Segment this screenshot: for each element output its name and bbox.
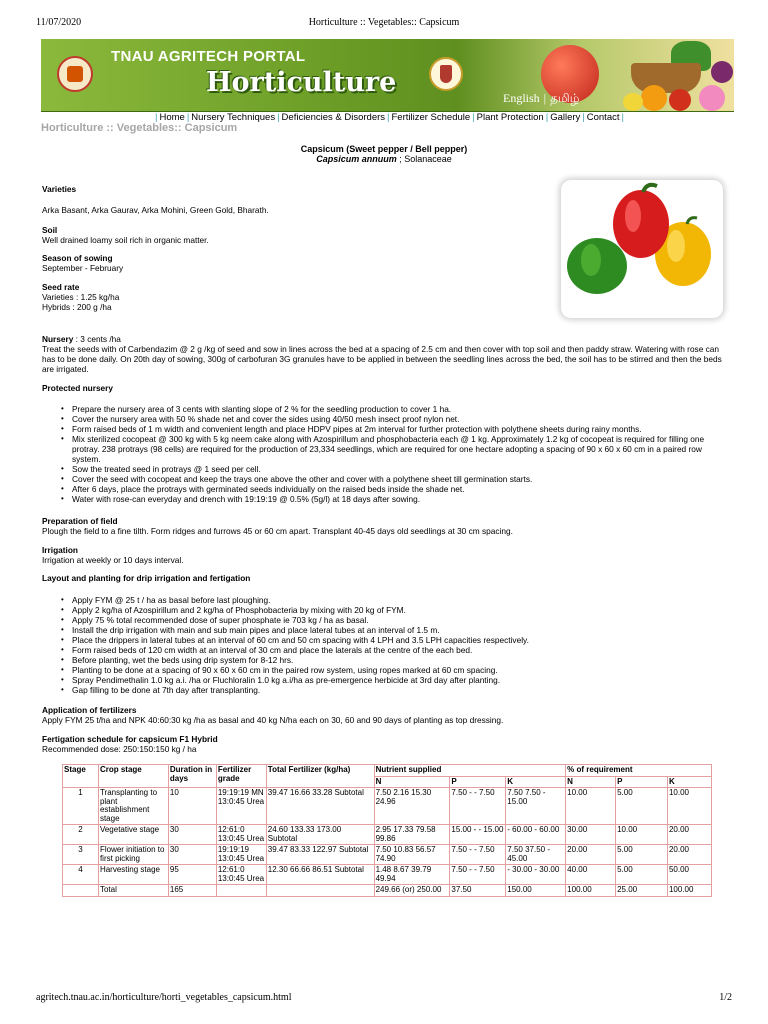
crop-stage-cell: Vegetative stage	[98, 825, 168, 845]
fertigation-dose: Recommended dose: 250:150:150 kg / ha	[42, 744, 197, 754]
tn-government-seal-icon	[429, 57, 463, 91]
crop-stage-cell: Harvesting stage	[98, 865, 168, 885]
portal-name: TNAU AGRITECH PORTAL	[111, 48, 306, 65]
table-row	[63, 865, 712, 885]
fertigation-heading: Fertigation schedule for capsicum F1 Hybrid	[42, 734, 218, 744]
season-text: September - February	[42, 263, 124, 273]
varieties-section	[42, 184, 732, 194]
stage-cell: 2	[63, 825, 99, 845]
protected-nursery-section	[42, 383, 732, 504]
soil-section	[42, 225, 732, 245]
layout-section	[42, 573, 732, 695]
total-fertilizer-cell: 39.47 16.66 33.28 Subtotal	[266, 788, 374, 825]
nursery-heading: Nursery	[42, 334, 74, 344]
varieties-heading: Varieties	[42, 184, 77, 194]
nutrient-n-cell: 249.66 (or) 250.00	[374, 885, 450, 897]
page-title	[0, 144, 768, 164]
nutrient-n-cell: 2.95 17.33 79.58 99.86	[374, 825, 450, 845]
nutrient-p-cell: 7.50 - - 7.50	[450, 845, 506, 865]
list-item: • Cover the seed with cocopeat and keep the trays one above the other and cover with a polythene sheet till germination starts.	[42, 474, 732, 484]
crop-stage-cell: Flower initiation to first picking	[98, 845, 168, 865]
table-header-row	[63, 765, 712, 777]
requirement-n-cell: 20.00	[566, 845, 616, 865]
list-item: • Cover the nursery area with 50 % shade net and cover the sides using 40/50 mesh insect proof nylon net.	[42, 414, 732, 424]
nutrient-n-cell: 7.50 2.16 15.30 24.96	[374, 788, 450, 825]
soil-heading: Soil	[42, 225, 58, 235]
seed-rate-hybrids: Hybrids : 200 g /ha	[42, 302, 112, 312]
print-page-number: 1/2	[719, 992, 732, 1003]
layout-list	[42, 595, 732, 695]
irrigation-section	[42, 545, 732, 565]
basket-icon	[631, 63, 701, 93]
nutrient-p-cell: 37.50	[450, 885, 506, 897]
duration-cell: 10	[168, 788, 216, 825]
print-title: Horticulture :: Vegetables:: Capsicum	[308, 17, 460, 28]
list-item: • After 6 days, place the protrays with germinated seeds individually on the raised beds inside the shade net.	[42, 484, 732, 494]
nursery-section	[42, 334, 732, 374]
nutrient-n-cell: 1.48 8.67 39.79 49.94	[374, 865, 450, 885]
requirement-p-cell: 10.00	[616, 825, 668, 845]
fertigation-section	[42, 734, 732, 754]
nursery-text: Treat the seeds with of Carbendazim @ 2 g /kg of seed and sow in lines across the bed at a spacing of 2.5 cm and then cover with top soil and then paddy straw. Watering with rose can has to be done daily. On 20th day of sowing, 300g of carbofuran 3G granules have to be applied in between the seedling lines across the bed, the soil has to be stirred and then the beds are irrigated.	[42, 344, 722, 374]
total-fertilizer-cell	[266, 885, 374, 897]
list-item: • Prepare the nursery area of 3 cents with slanting slope of 2 % for the seedling production to cover 1 ha.	[42, 404, 732, 414]
list-item: • Planting to be done at a spacing of 90 x 60 x 60 cm in the paired row system, using ropes marked at 60 cm spacing.	[42, 665, 732, 675]
duration-cell: 95	[168, 865, 216, 885]
stage-cell: 3	[63, 845, 99, 865]
nav-fertilizer-schedule[interactable]: Fertilizer Schedule	[391, 112, 471, 123]
total-fertilizer-cell: 12.30 66.66 86.51 Subtotal	[266, 865, 374, 885]
duration-cell: 30	[168, 825, 216, 845]
field-prep-section	[42, 516, 732, 536]
list-item: • Apply 75 % total recommended dose of super phosphate ie 703 kg / ha as basal.	[42, 615, 732, 625]
table-total-row	[63, 885, 712, 897]
requirement-p-cell: 5.00	[616, 788, 668, 825]
soil-text: Well drained loamy soil rich in organic matter.	[42, 235, 209, 245]
requirement-k-cell: 100.00	[667, 885, 711, 897]
grade-cell	[216, 885, 266, 897]
nav-gallery[interactable]: Gallery	[550, 112, 581, 123]
irrigation-text: Irrigation at weekly or 10 days interval.	[42, 555, 184, 565]
requirement-k-cell: 10.00	[667, 788, 711, 825]
requirement-p-cell: 5.00	[616, 845, 668, 865]
requirement-p-cell: 25.00	[616, 885, 668, 897]
col-total-fertilizer: Total Fertilizer (kg/ha)	[266, 765, 374, 788]
nutrient-k-cell: - 30.00 - 30.00	[506, 865, 566, 885]
season-section	[42, 253, 732, 273]
print-header	[36, 17, 732, 29]
col-req-k: K	[667, 776, 711, 788]
requirement-k-cell: 20.00	[667, 825, 711, 845]
varieties-text-block	[42, 205, 732, 215]
requirement-n-cell: 10.00	[566, 788, 616, 825]
col-crop-stage: Crop stage	[98, 765, 168, 788]
col-requirement: % of requirement	[566, 765, 712, 777]
requirement-n-cell: 100.00	[566, 885, 616, 897]
field-prep-text: Plough the field to a fine tilth. Form ridges and furrows 45 or 60 cm apart. Transplant 40-45 days old seedlings at 30 cm spacing.	[42, 526, 513, 536]
nutrient-k-cell: - 60.00 - 60.00	[506, 825, 566, 845]
application-heading: Application of fertilizers	[42, 705, 137, 715]
requirement-p-cell: 5.00	[616, 865, 668, 885]
application-text: Apply FYM 25 t/ha and NPK 40:60:30 kg /ha as basal and 40 kg N/ha each on 30, 60 and 90 days of planting as top dressing.	[42, 715, 504, 725]
col-req-p: P	[616, 776, 668, 788]
col-stage: Stage	[63, 765, 99, 788]
crop-stage-cell: Transplanting to plant establishment stage	[98, 788, 168, 825]
col-k: K	[506, 776, 566, 788]
irrigation-heading: Irrigation	[42, 545, 78, 555]
nav-contact[interactable]: Contact	[586, 112, 620, 123]
list-item: • Form raised beds of 120 cm width at an interval of 30 cm and place the laterals at the centre of the each bed.	[42, 645, 732, 655]
crop-scientific-name: Capsicum annuum	[316, 154, 397, 164]
duration-cell: 165	[168, 885, 216, 897]
varieties-text: Arka Basant, Arka Gaurav, Arka Mohini, Green Gold, Bharath.	[42, 205, 269, 215]
nursery-area: : 3 cents /ha	[73, 334, 121, 344]
print-date: 11/07/2020	[36, 17, 82, 28]
grade-cell: 12:61:0 13:0:45 Urea	[216, 825, 266, 845]
col-nutrient-supplied: Nutrient supplied	[374, 765, 566, 777]
list-item: • Sow the treated seed in protrays @ 1 seed per cell.	[42, 464, 732, 474]
col-p: P	[450, 776, 506, 788]
seed-rate-section	[42, 282, 732, 312]
requirement-k-cell: 20.00	[667, 845, 711, 865]
list-item: • Install the drip irrigation with main and sub main pipes and place lateral tubes at an interval of 1.5 m.	[42, 625, 732, 635]
protected-nursery-list	[42, 404, 732, 504]
grade-cell: 19:19:19 MN 13:0:45 Urea	[216, 788, 266, 825]
fertigation-table	[62, 764, 712, 897]
apple-icon	[669, 89, 691, 111]
list-item: • Apply 2 kg/ha of Azospirillum and 2 kg/ha of Phosphobacteria by mixing with 20 kg of FYM.	[42, 605, 732, 615]
requirement-k-cell: 50.00	[667, 865, 711, 885]
list-item: • Spray Pendimethalin 1.0 kg a.i. /ha or Fluchloralin 1.0 kg a.i/ha as pre-emergence herbicide at 3rd day after planting.	[42, 675, 732, 685]
col-n: N	[374, 776, 450, 788]
nutrient-p-cell: 7.50 - - 7.50	[450, 788, 506, 825]
nav-nursery-techniques[interactable]: Nursery Techniques	[191, 112, 276, 123]
site-banner	[41, 39, 734, 112]
crop-family: ; Solanaceae	[396, 154, 452, 164]
table-row	[63, 788, 712, 825]
nav-home[interactable]: Home	[159, 112, 185, 123]
section-title: Horticulture	[206, 67, 397, 98]
col-duration: Duration in days	[168, 765, 216, 788]
seed-rate-heading: Seed rate	[42, 282, 80, 292]
protected-nursery-heading: Protected nursery	[42, 383, 114, 393]
list-item: • Form raised beds of 1 m width and convenient length and place HDPV pipes at 2m interval for further protection with polythene sheets during rainy months.	[42, 424, 732, 434]
grade-cell: 19:19:19 13:0:45 Urea	[216, 845, 266, 865]
seed-rate-varieties: Varieties : 1.25 kg/ha	[42, 292, 120, 302]
list-item: • Mix sterilized cocopeat @ 300 kg with 5 kg neem cake along with Azospirillum and phosphobacteria each @ 1 kg. Approximately 1.2 kg of cocopeat is required for filling one protray. 238 protrays (98 cells) are required for the production of 23,334 seedlings, which are required for one hectare adopting a spacing of 90 x 60 x 60 cm in a paired row system.	[42, 434, 732, 464]
table-row	[63, 845, 712, 865]
orange-icon	[641, 85, 667, 111]
grade-cell: 12:61:0 13:0:45 Urea	[216, 865, 266, 885]
stage-cell: 1	[63, 788, 99, 825]
total-label-cell: Total	[98, 885, 168, 897]
field-prep-heading: Preparation of field	[42, 516, 118, 526]
stage-cell	[63, 885, 99, 897]
stage-cell: 4	[63, 865, 99, 885]
flower-icon	[699, 85, 725, 111]
nav-deficiencies-disorders[interactable]: Deficiencies & Disorders	[281, 112, 386, 123]
list-item: • Before planting, wet the beds using drip system for 8-12 hrs.	[42, 655, 732, 665]
language-switcher: English | தமிழ்	[503, 91, 580, 105]
crop-common-name: Capsicum (Sweet pepper / Bell pepper)	[300, 144, 468, 154]
breadcrumb: Horticulture :: Vegetables:: Capsicum	[41, 122, 238, 134]
print-footer	[36, 992, 732, 1004]
print-url: agritech.tnau.ac.in/horticulture/horti_vegetables_capsicum.html	[36, 992, 292, 1003]
lemon-icon	[623, 93, 643, 111]
table-row	[63, 825, 712, 845]
tnau-logo-icon	[57, 56, 93, 92]
list-item: • Water with rose-can everyday and drench with 19:19:19 @ 0.5% (5g/l) at 18 days after sowing.	[42, 494, 732, 504]
application-section	[42, 705, 732, 725]
nutrient-k-cell: 7.50 7.50 - 15.00	[506, 788, 566, 825]
nutrient-k-cell: 7.50 37.50 - 45.00	[506, 845, 566, 865]
lang-tamil-link[interactable]: தமிழ்	[550, 91, 580, 105]
col-grade: Fertilizer grade	[216, 765, 266, 788]
list-item: • Gap filling to be done at 7th day after transplanting.	[42, 685, 732, 695]
main-nav: | Home | Nursery Techniques | Deficiencies & Disorders | Fertilizer Schedule | Plant Protection | Gallery | Contact |	[155, 112, 624, 123]
total-fertilizer-cell: 39.47 83.33 122.97 Subtotal	[266, 845, 374, 865]
nutrient-k-cell: 150.00	[506, 885, 566, 897]
nutrient-p-cell: 7.50 - - 7.50	[450, 865, 506, 885]
season-heading: Season of sowing	[42, 253, 113, 263]
list-item: • Place the drippers in lateral tubes at an interval of 60 cm and 50 cm spacing with 4 LPH and 3.5 LPH capacities respectively.	[42, 635, 732, 645]
nutrient-p-cell: 15.00 - - 15.00	[450, 825, 506, 845]
layout-heading: Layout and planting for drip irrigation and fertigation	[42, 573, 251, 583]
nav-plant-protection[interactable]: Plant Protection	[476, 112, 544, 123]
requirement-n-cell: 30.00	[566, 825, 616, 845]
total-fertilizer-cell: 24.60 133.33 173.00 Subtotal	[266, 825, 374, 845]
col-req-n: N	[566, 776, 616, 788]
list-item: • Apply FYM @ 25 t / ha as basal before last ploughing.	[42, 595, 732, 605]
requirement-n-cell: 40.00	[566, 865, 616, 885]
lang-english-link[interactable]: English	[503, 91, 540, 105]
nutrient-n-cell: 7.50 10.83 56.57 74.90	[374, 845, 450, 865]
grape-icon	[711, 61, 733, 83]
duration-cell: 30	[168, 845, 216, 865]
